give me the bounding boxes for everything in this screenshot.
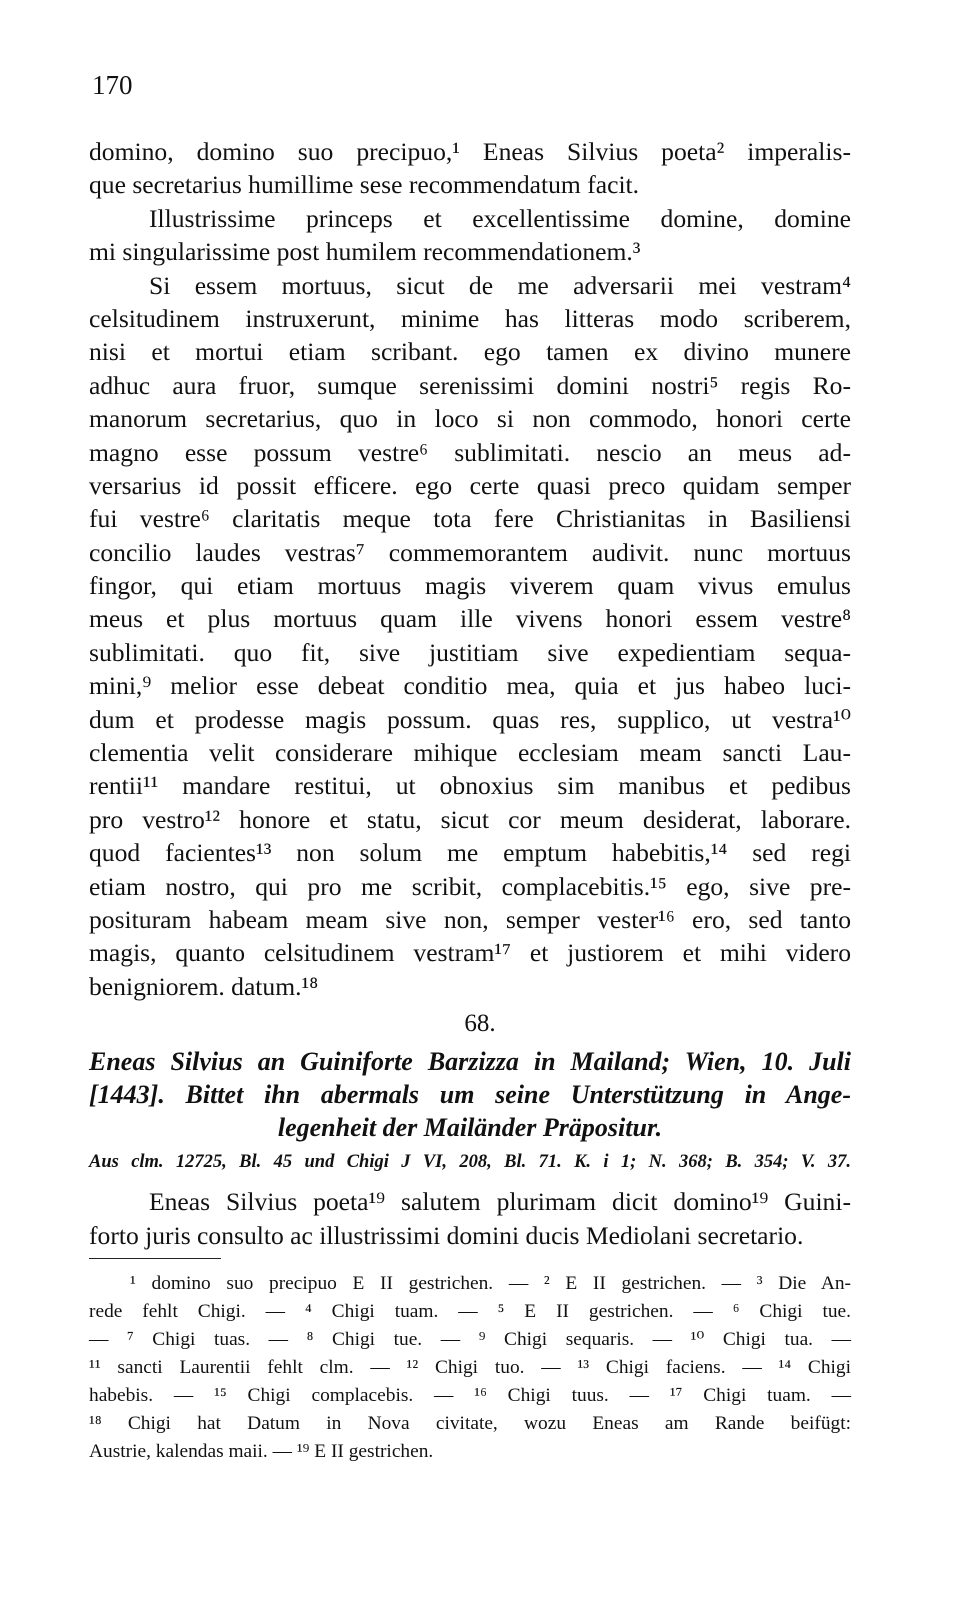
footnote-line: ¹⁸ Chigi hat Datum in Nova civitate, wozu Eneas am Rande beifügt: <box>89 1413 851 1434</box>
heading-line: Eneas Silvius an Guiniforte Barzizza in Mailand; Wien, 10. Juli <box>89 1047 851 1076</box>
body-line: pro vestro¹² honore et statu, sicut cor meum desiderat, laborare. <box>89 804 851 834</box>
letter-body <box>89 135 851 1003</box>
footnote-divider <box>89 1258 221 1259</box>
body-line: clementia velit considerare mihique ecclesiam meam sancti Lau- <box>89 738 851 768</box>
footnote-line: rede fehlt Chigi. — ⁴ Chigi tuam. — ⁵ E II gestrichen. — ⁶ Chigi tue. <box>89 1301 851 1322</box>
body-line: dum et prodesse magis possum. quas res, supplico, ut vestra¹⁰ <box>89 704 851 734</box>
body-line: magno esse possum vestre⁶ sublimitati. nescio an meus ad- <box>89 437 851 467</box>
heading-line: legenheit der Mailänder Präpositur. <box>277 1113 663 1142</box>
body-line: concilio laudes vestras⁷ commemorantem audivit. nunc mortuus <box>89 537 851 567</box>
footnote-line: ¹ domino suo precipuo E II gestrichen. — ² E II gestrichen. — ³ Die An- <box>130 1273 851 1294</box>
body-line: que secretarius humillime sese recommendatum facit. <box>89 170 640 200</box>
body-line: fui vestre⁶ claritatis meque tota fere Christianitas in Basiliensi <box>89 504 851 534</box>
body-line: Si essem mortuus, sicut de me adversarii mei vestram⁴ <box>149 270 851 300</box>
footnote-line: ¹¹ sancti Laurentii fehlt clm. — ¹² Chigi tuo. — ¹³ Chigi faciens. — ¹⁴ Chigi <box>89 1357 851 1378</box>
footnote-line: — ⁷ Chigi tuas. — ⁸ Chigi tue. — ⁹ Chigi sequaris. — ¹⁰ Chigi tua. — <box>89 1329 851 1350</box>
body-line: nisi et mortui etiam scribant. ego tamen ex divino munere <box>89 337 851 367</box>
footnote-line: Austrie, kalendas maii. — ¹⁹ E II gestrichen. <box>89 1441 434 1462</box>
body-line: posituram habeam meam sive non, semper vester¹⁶ ero, sed tanto <box>89 904 851 934</box>
body-line: rentii¹¹ mandare restitui, ut obnoxius sim manibus et pedibus <box>89 771 851 801</box>
heading-line: [1443]. Bittet ihn abermals um seine Unterstützung in Ange- <box>89 1080 851 1109</box>
letter-opening <box>89 1185 851 1252</box>
body-line: mini,⁹ melior esse debeat conditio mea, quia et jus habeo luci- <box>89 671 851 701</box>
body-line: quod facientes¹³ non solum me emptum habebitis,¹⁴ sed regi <box>89 838 851 868</box>
body-line: manorum secretarius, quo in loco si non commodo, honori certe <box>89 404 851 434</box>
source-reference: Aus clm. 12725, Bl. 45 und Chigi J VI, 208, Bl. 71. K. i 1; N. 368; B. 354; V. 37. <box>89 1152 851 1172</box>
body-line: Illustrissime princeps et excellentissime domine, domine <box>149 203 851 233</box>
body-line: mi singularissime post humilem recommendationem.³ <box>89 237 641 267</box>
letter-heading <box>89 1045 851 1144</box>
body-line: versarius id possit efficere. ego certe quasi preco quidam semper <box>89 470 851 500</box>
body-line: domino, domino suo precipuo,¹ Eneas Silvius poeta² imperalis- <box>89 137 851 166</box>
opening-line: Eneas Silvius poeta¹⁹ salutem plurimam dicit domino¹⁹ Guini- <box>149 1187 851 1216</box>
footnote-line: habebis. — ¹⁵ Chigi complacebis. — ¹⁶ Chigi tuus. — ¹⁷ Chigi tuam. — <box>89 1385 851 1406</box>
page-number: 170 <box>92 70 133 100</box>
body-line: benigniorem. datum.¹⁸ <box>89 971 319 1001</box>
body-line: fingor, qui etiam mortuus magis viverem quam vivus emulus <box>89 571 851 601</box>
body-line: etiam nostro, qui pro me scribit, complacebitis.¹⁵ ego, sive pre- <box>89 871 851 901</box>
body-line: adhuc aura fruor, sumque serenissimi domini nostri⁵ regis Ro- <box>89 370 851 400</box>
body-line: magis, quanto celsitudinem vestram¹⁷ et justiorem et mihi videro <box>89 938 851 968</box>
body-line: celsitudinem instruxerunt, minime has litteras modo scriberem, <box>89 303 851 333</box>
footnotes <box>89 1270 851 1466</box>
letter-number: 68. <box>464 1010 496 1037</box>
body-line: sublimitati. quo fit, sive justitiam sive expedientiam sequa- <box>89 637 851 667</box>
body-line: meus et plus mortuus quam ille vivens honori essem vestre⁸ <box>89 604 851 634</box>
opening-line: forto juris consulto ac illustrissimi domini ducis Mediolani secretario. <box>89 1220 804 1250</box>
